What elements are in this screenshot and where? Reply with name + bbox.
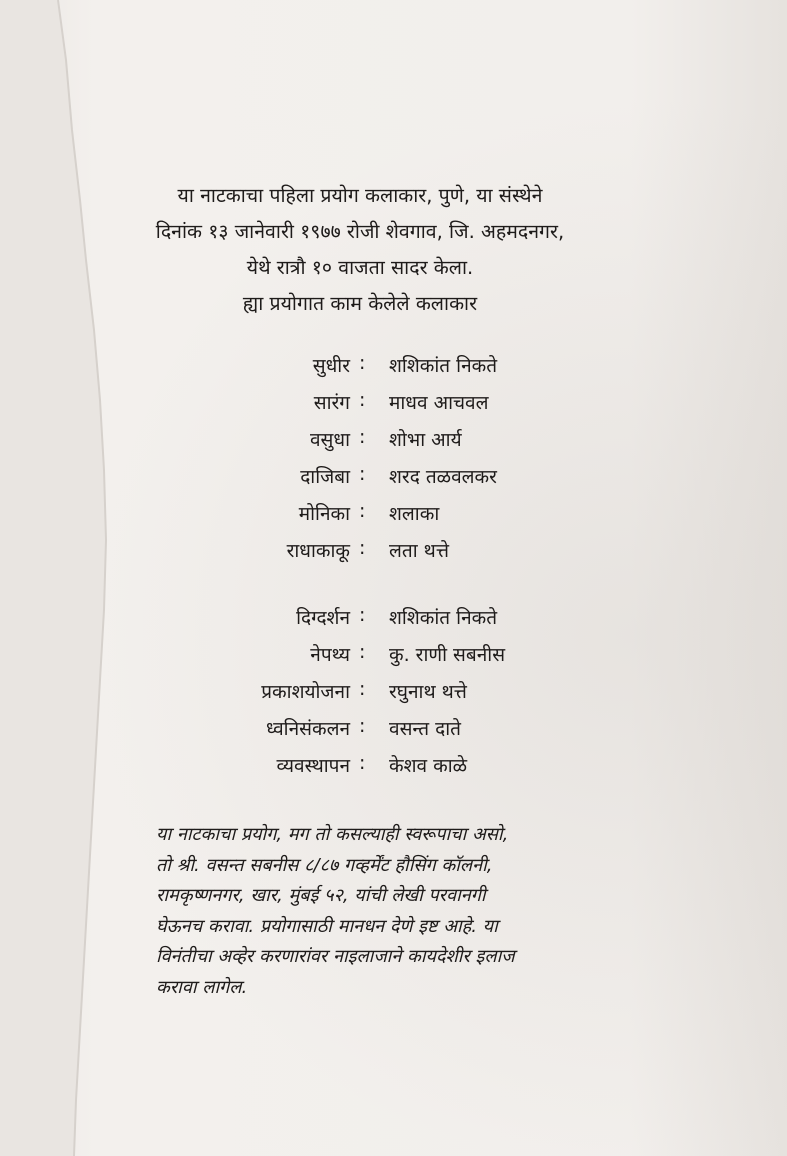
cast-actor: लता थत्ते bbox=[389, 540, 449, 562]
separator: : bbox=[359, 389, 366, 411]
separator: : bbox=[359, 463, 366, 485]
crew-row bbox=[0, 604, 787, 641]
cast-list bbox=[0, 352, 787, 574]
cast-role: मोनिका bbox=[298, 503, 350, 525]
cast-actor: शशिकांत निकते bbox=[389, 355, 498, 377]
intro-line: या नाटकाचा पहिला प्रयोग कलाकार, पुणे, या संस्थेने bbox=[177, 184, 543, 207]
cast-actor: शलाका bbox=[389, 503, 440, 525]
crew-role: ध्वनिसंकलन bbox=[265, 718, 350, 740]
premiere-info bbox=[60, 178, 660, 322]
crew-row bbox=[0, 641, 787, 678]
cast-row bbox=[0, 537, 787, 574]
crew-role: नेपथ्य bbox=[310, 644, 350, 666]
intro-heading: ह्या प्रयोगात काम केलेले कलाकार bbox=[242, 292, 478, 315]
separator: : bbox=[359, 604, 366, 626]
separator: : bbox=[359, 426, 366, 448]
crew-member: वसन्त दाते bbox=[389, 718, 461, 740]
separator: : bbox=[359, 678, 366, 700]
torn-paper-edge bbox=[0, 0, 150, 1156]
intro-line: दिनांक १३ जानेवारी १९७७ रोजी शेवगाव, जि. अहमदनगर, bbox=[155, 220, 565, 243]
cast-actor: माधव आचवल bbox=[389, 392, 489, 414]
cast-actor: शरद तळवलकर bbox=[389, 466, 497, 488]
notice-line: करावा लागेल. bbox=[156, 976, 248, 998]
copyright-notice bbox=[156, 820, 596, 1003]
crew-row bbox=[0, 678, 787, 715]
cast-role: सुधीर bbox=[312, 355, 350, 377]
crew-role: व्यवस्थापन bbox=[276, 755, 350, 777]
cast-row bbox=[0, 463, 787, 500]
notice-line: तो श्री. वसन्त सबनीस ८/८७ गव्हर्मेंट हौसिंग कॉलनी, bbox=[156, 854, 493, 876]
notice-line: घेऊनच करावा. प्रयोगासाठी मानधन देणे इष्ट आहे. या bbox=[156, 915, 498, 937]
separator: : bbox=[359, 500, 366, 522]
crew-role: दिग्दर्शन bbox=[296, 607, 350, 629]
crew-row bbox=[0, 715, 787, 752]
notice-line: विनंतीचा अव्हेर करणारांवर नाइलाजाने कायदेशीर इलाज bbox=[156, 946, 515, 967]
cast-role: वसुधा bbox=[309, 429, 350, 451]
cast-row bbox=[0, 389, 787, 426]
cast-role: दाजिबा bbox=[300, 466, 350, 488]
crew-member: कु. राणी सबनीस bbox=[389, 644, 506, 666]
crew-role: प्रकाशयोजना bbox=[261, 681, 350, 703]
cast-row bbox=[0, 500, 787, 537]
separator: : bbox=[359, 352, 366, 374]
separator: : bbox=[359, 537, 366, 559]
intro-line: येथे रात्रौ १० वाजता सादर केला. bbox=[246, 256, 474, 279]
notice-line: या नाटकाचा प्रयोग, मग तो कसल्याही स्वरूपाचा असो, bbox=[156, 824, 509, 845]
cast-row bbox=[0, 352, 787, 389]
separator: : bbox=[359, 641, 366, 663]
crew-list bbox=[0, 604, 787, 789]
crew-member: रघुनाथ थत्ते bbox=[389, 681, 467, 703]
cast-actor: शोभा आर्य bbox=[389, 429, 462, 451]
crew-member: केशव काळे bbox=[389, 755, 468, 777]
cast-role: सारंग bbox=[313, 392, 350, 414]
notice-line: रामकृष्णनगर, खार, मुंबई ५२, यांची लेखी परवानगी bbox=[156, 885, 486, 906]
cast-row bbox=[0, 426, 787, 463]
separator: : bbox=[359, 752, 366, 774]
cast-role: राधाकाकू bbox=[286, 540, 350, 562]
crew-row bbox=[0, 752, 787, 789]
separator: : bbox=[359, 715, 366, 737]
crew-member: शशिकांत निकते bbox=[389, 607, 498, 629]
